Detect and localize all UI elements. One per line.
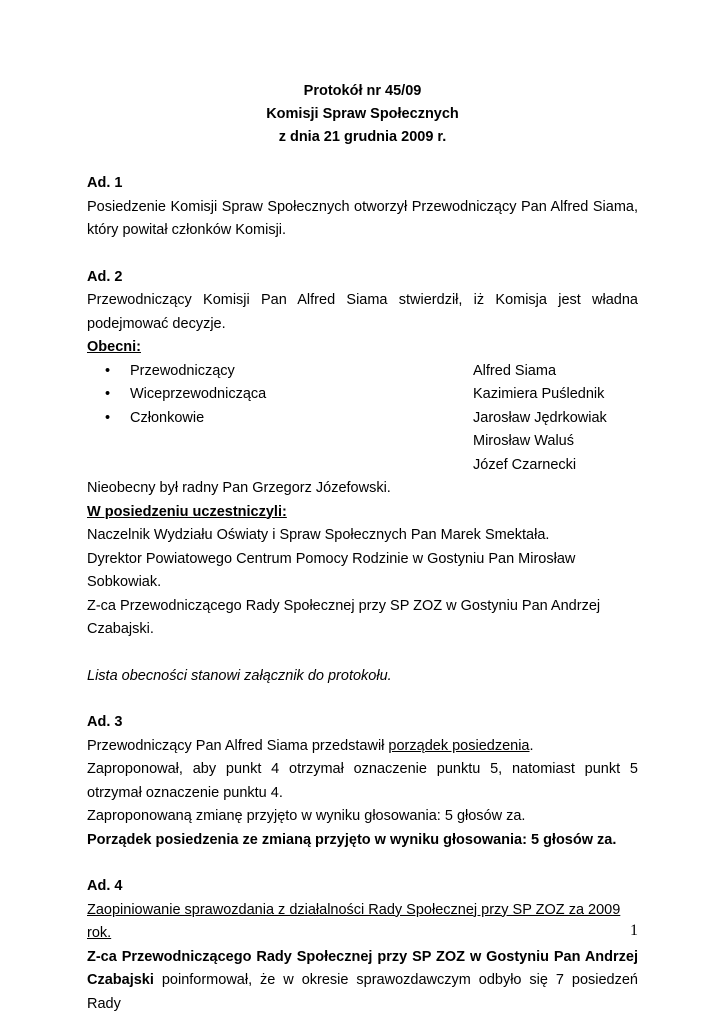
bullet-icon: • <box>105 386 111 402</box>
agenda-link[interactable]: porządek posiedzenia <box>388 737 530 754</box>
present-list <box>87 360 638 478</box>
member-name: Jarosław Jędrkowiak <box>473 409 607 426</box>
list-item <box>87 383 638 407</box>
bullet-icon: • <box>105 409 111 426</box>
ad4-body: poinformował, że w okresie sprawozdawczym odbyło się 7 posiedzeń Rady <box>87 972 638 1012</box>
member-role: Członkowie <box>130 409 205 426</box>
committee-name: Komisji Spraw Społecznych <box>266 106 459 122</box>
ad2-heading: Ad. 2 <box>87 268 123 285</box>
member-name: Mirosław Waluś <box>473 433 574 449</box>
participant-line: Z-ca Przewodniczącego Rady Społecznej przy SP ZOZ w Gostyniu Pan Andrzej Czabajski. <box>87 597 601 637</box>
member-name: Alfred Siama <box>473 362 557 379</box>
ad4-topic: Zaopiniowanie sprawozdania z działalności Rady Społecznej przy SP ZOZ za 2009 rok. <box>87 901 621 941</box>
present-heading: Obecni: <box>87 339 141 355</box>
member-name: Józef Czarnecki <box>473 456 577 473</box>
ad4-text <box>87 946 638 1017</box>
protocol-title: Protokół nr 45/09 <box>303 83 422 99</box>
list-item <box>87 407 638 431</box>
ad3-text1-prefix: Przewodniczący Pan Alfred Siama przedstawił <box>87 737 389 754</box>
ad4-heading: Ad. 4 <box>87 878 123 894</box>
ad1-heading: Ad. 1 <box>87 175 123 191</box>
meeting-date: z dnia 21 grudnia 2009 r. <box>278 129 447 145</box>
ad2-text: Przewodniczący Komisji Pan Alfred Siama stwierdził, iż Komisja jest władna podejmować decyzje. <box>87 292 638 332</box>
member-role: Wiceprzewodnicząca <box>130 386 267 402</box>
ad3-text3: Zaproponowaną zmianę przyjęto w wyniku głosowania: 5 głosów za. <box>87 808 526 824</box>
participants-heading: W posiedzeniu uczestniczyli: <box>87 503 287 520</box>
ad3-result: Porządek posiedzenia ze zmianą przyjęto w wyniku głosowania: 5 głosów za. <box>87 831 617 848</box>
participant-line: Naczelnik Wydziału Oświaty i Spraw Społecznych Pan Marek Smektała. <box>87 527 550 543</box>
ad3-heading: Ad. 3 <box>87 714 123 730</box>
participant-line: Dyrektor Powiatowego Centrum Pomocy Rodzinie w Gostyniu Pan Mirosław Sobkowiak. <box>87 550 576 590</box>
bullet-icon: • <box>105 362 111 379</box>
ad3-text1 <box>87 735 638 759</box>
list-item <box>87 454 638 478</box>
ad1-text: Posiedzenie Komisji Spraw Społecznych otworzył Przewodniczący Pan Alfred Siama, który powitał członków Komisji. <box>87 198 638 238</box>
document-page <box>87 80 638 1016</box>
absent-note: Nieobecny był radny Pan Grzegorz Józefowski. <box>87 480 391 496</box>
page-number: 1 <box>630 922 638 939</box>
attendance-note: Lista obecności stanowi załącznik do protokołu. <box>87 667 392 684</box>
list-item <box>87 430 638 454</box>
member-name: Kazimiera Puślednik <box>473 386 605 402</box>
ad3-text1-suffix: . <box>529 737 534 754</box>
ad4-speaker: Z-ca Przewodniczącego Rady Społecznej przy SP ZOZ w Gostyniu Pan Andrzej Czabajski <box>87 948 638 988</box>
list-item <box>87 360 638 384</box>
ad3-text2: Zaproponował, aby punkt 4 otrzymał oznaczenie punktu 5, natomiast punkt 5 otrzymał oznaczenie punktu 4. <box>87 761 638 801</box>
member-role: Przewodniczący <box>130 362 235 379</box>
